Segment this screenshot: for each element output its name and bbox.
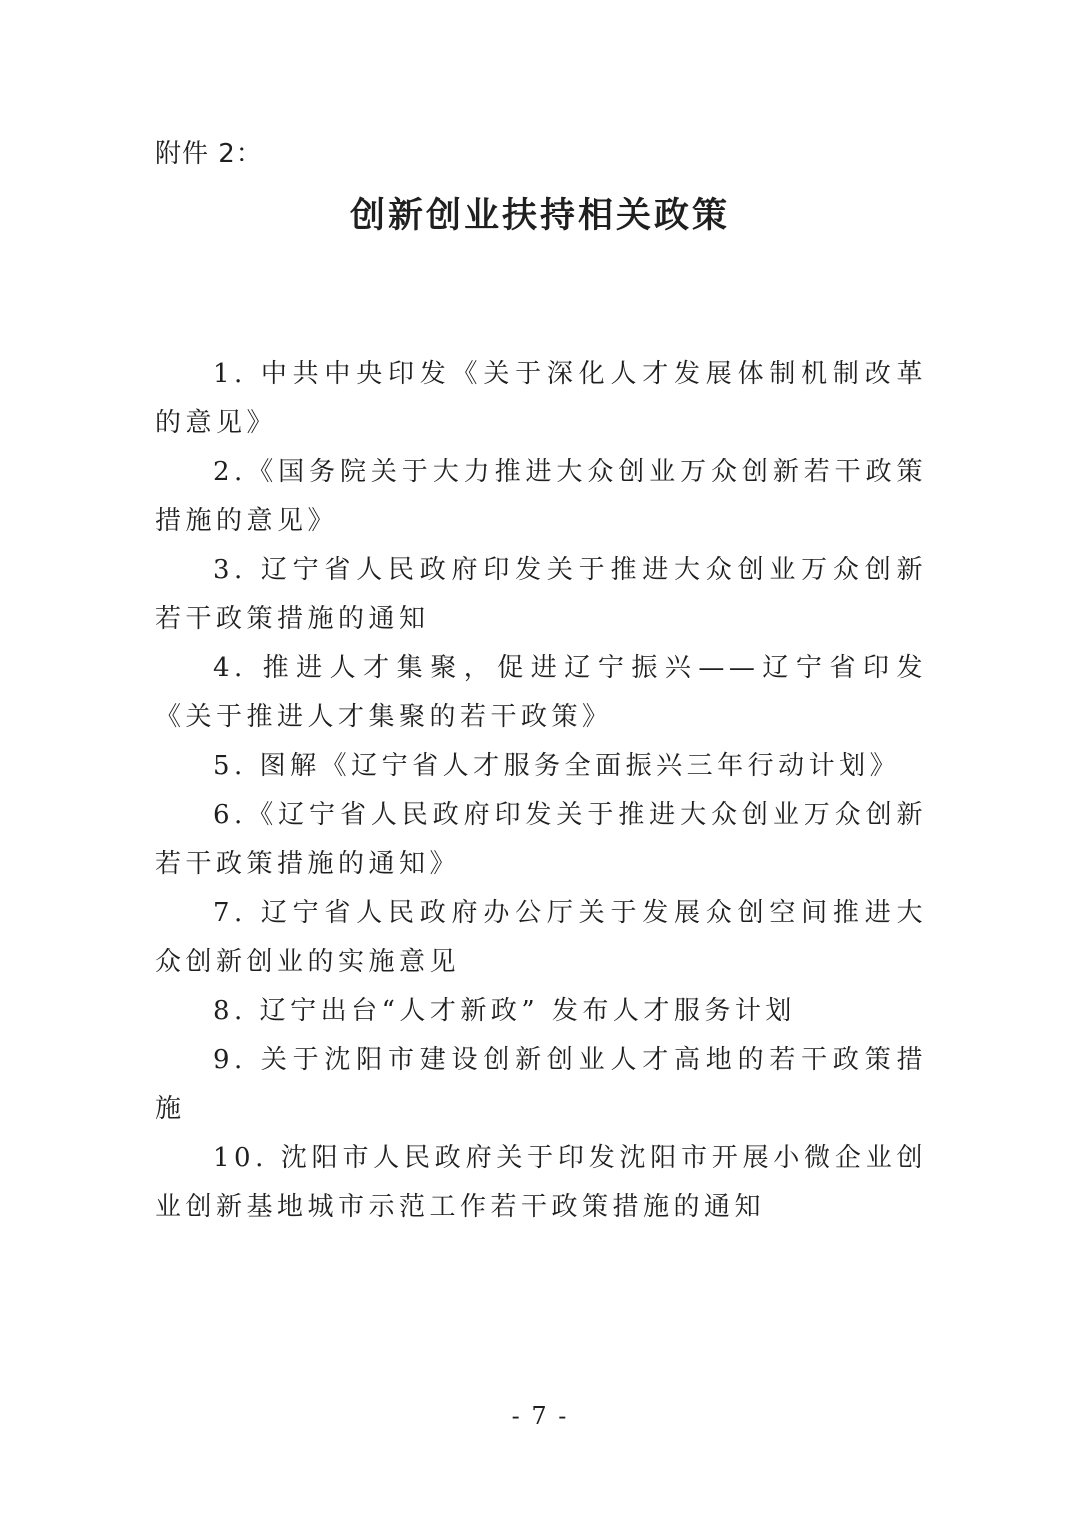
policy-item-1: 1. 中共中央印发《关于深化人才发展体制机制改革的意见》: [155, 359, 927, 438]
policy-item-5: 5. 图解《辽宁省人才服务全面振兴三年行动计划》: [213, 751, 901, 781]
policy-item-8: 8. 辽宁出台“人才新政” 发布人才服务计划: [213, 996, 796, 1026]
page-number: - 7 -: [511, 1402, 569, 1430]
policy-item-6: 6.《辽宁省人民政府印发关于推进大众创业万众创新若干政策措施的通知》: [155, 800, 927, 879]
policy-item-10: 10. 沈阳市人民政府关于印发沈阳市开展小微企业创业创新基地城市示范工作若干政策措施的通知: [155, 1143, 927, 1222]
policy-item-9: 9. 关于沈阳市建设创新创业人才高地的若干政策措施: [155, 1045, 927, 1124]
page-title: 创新创业扶持相关政策: [349, 196, 730, 236]
attachment-label: 附件 2：: [155, 139, 263, 169]
policy-item-2: 2.《国务院关于大力推进大众创业万众创新若干政策措施的意见》: [155, 457, 927, 536]
policy-item-3: 3. 辽宁省人民政府印发关于推进大众创业万众创新若干政策措施的通知: [155, 555, 927, 634]
policy-item-4: 4. 推进人才集聚，促进辽宁振兴——辽宁省印发《关于推进人才集聚的若干政策》: [155, 653, 927, 732]
policy-list: [155, 350, 927, 1232]
policy-item-7: 7. 辽宁省人民政府办公厅关于发展众创空间推进大众创新创业的实施意见: [155, 898, 927, 977]
